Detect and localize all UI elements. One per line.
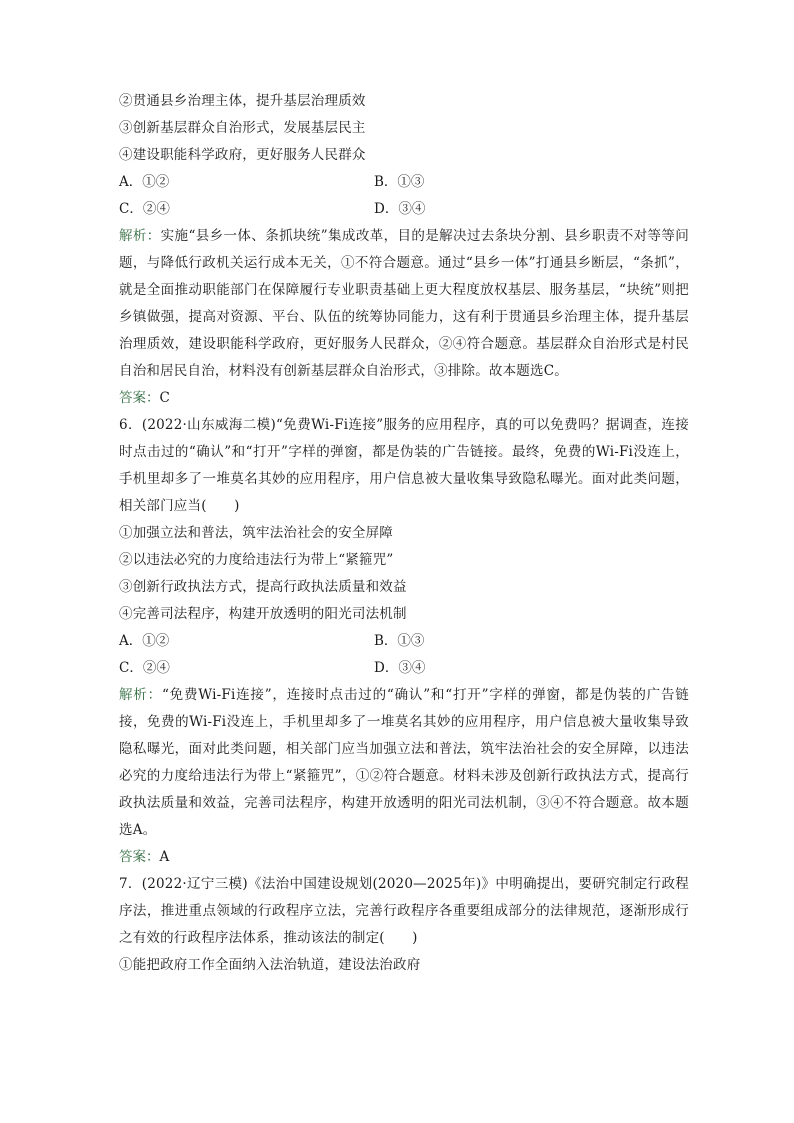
q6-option-c: C．②④ [119,660,170,676]
q5-statement-3: ③创新基层群众自治形式，发展基层民主 [119,120,366,136]
q6-statement-2: ②以违法必究的力度给违法行为带上“紧箍咒” [119,552,394,568]
q6-options-row-1 [119,628,689,655]
q5-statement-2: ②贯通县乡治理主体，提升基层治理质效 [119,93,366,109]
q5-option-d: D．③④ [374,201,426,217]
q7-statement-1: ①能把政府工作全面纳入法治轨道，建设法治政府 [119,957,421,973]
document-page [119,88,689,979]
q6-answer-label: 答案： [119,849,160,865]
q5-answer-label: 答案： [119,390,160,406]
q6-statement-3: ③创新行政执法方式，提高行政执法质量和效益 [119,579,407,595]
q5-option-b: B．①③ [374,174,425,190]
q6-option-b: B．①③ [374,633,425,649]
q6-answer [119,844,689,871]
q6-statement-1: ①加强立法和普法，筑牢法治社会的安全屏障 [119,525,393,541]
q5-analysis-text: 实施“县乡一体、条抓块统”集成改革，目的是解决过去条块分割、县乡职责不对等等问题，与降低行政机关运行成本无关，①不符合题意。通过“县乡一体”打通县乡断层，“条抓”，就是全面推动职能部门在保障履行专业职责基础上更大程度放权基层、服务基层，“块统”则把乡镇做强，提高对资源、平台、队伍的统筹协同能力，这有利于贯通县乡治理主体，提升基层治理质效，建设职能科学政府，更好服务人民群众，②④符合题意。基层群众自治形式是村民自治和居民自治，材料没有创新基层群众自治形式，③排除。故本题选C。 [119,228,689,379]
q6-options-row-2 [119,655,689,682]
q6-option-d: D．③④ [374,660,426,676]
q5-option-c: C．②④ [119,201,170,217]
q6-statement-4: ④完善司法程序，构建开放透明的阳光司法机制 [119,606,407,622]
q5-options-row-1 [119,169,689,196]
q5-answer-value: C [159,390,170,406]
q6-analysis [119,682,689,844]
q5-analysis-label: 解析： [119,228,161,244]
q6-option-a: A．①② [119,633,170,649]
q5-option-a: A．①② [119,174,170,190]
q6-answer-value: A [159,849,170,865]
q7-stem: 7．(2022·辽宁三模)《法治中国建设规划(2020—2025年)》中明确提出，要研究制定行政程序法，推进重点领域的行政程序立法，完善行政程序各重要组成部分的法律规范，逐渐形成行之有效的行政程序法体系，推动该法的制定( ) [119,876,689,946]
q5-statement-4: ④建设职能科学政府，更好服务人民群众 [119,147,366,163]
q5-answer [119,385,689,412]
q5-options-row-2 [119,196,689,223]
q6-stem: 6．(2022·山东威海二模)“免费Wi-Fi连接”服务的应用程序，真的可以免费吗？据调查，连接时点击过的“确认”和“打开”字样的弹窗，都是伪装的广告链接。最终，免费的Wi-Fi没连上，手机里却多了一堆莫名其妙的应用程序，用户信息被大量收集导致隐私曝光。面对此类问题，相关部门应当( ) [119,417,689,514]
q6-analysis-label: 解析： [119,687,162,703]
q5-analysis [119,223,689,385]
q6-analysis-text: “免费Wi-Fi连接”，连接时点击过的“确认”和“打开”字样的弹窗，都是伪装的广告链接，免费的Wi-Fi没连上，手机里却多了一堆莫名其妙的应用程序，用户信息被大量收集导致隐私曝光，面对此类问题，相关部门应当加强立法和普法，筑牢法治社会的安全屏障，以违法必究的力度给违法行为带上“紧箍咒”，①②符合题意。材料未涉及创新行政执法方式，提高行政执法质量和效益，完善司法程序，构建开放透明的阳光司法机制，③④不符合题意。故本题选A。 [119,687,689,838]
